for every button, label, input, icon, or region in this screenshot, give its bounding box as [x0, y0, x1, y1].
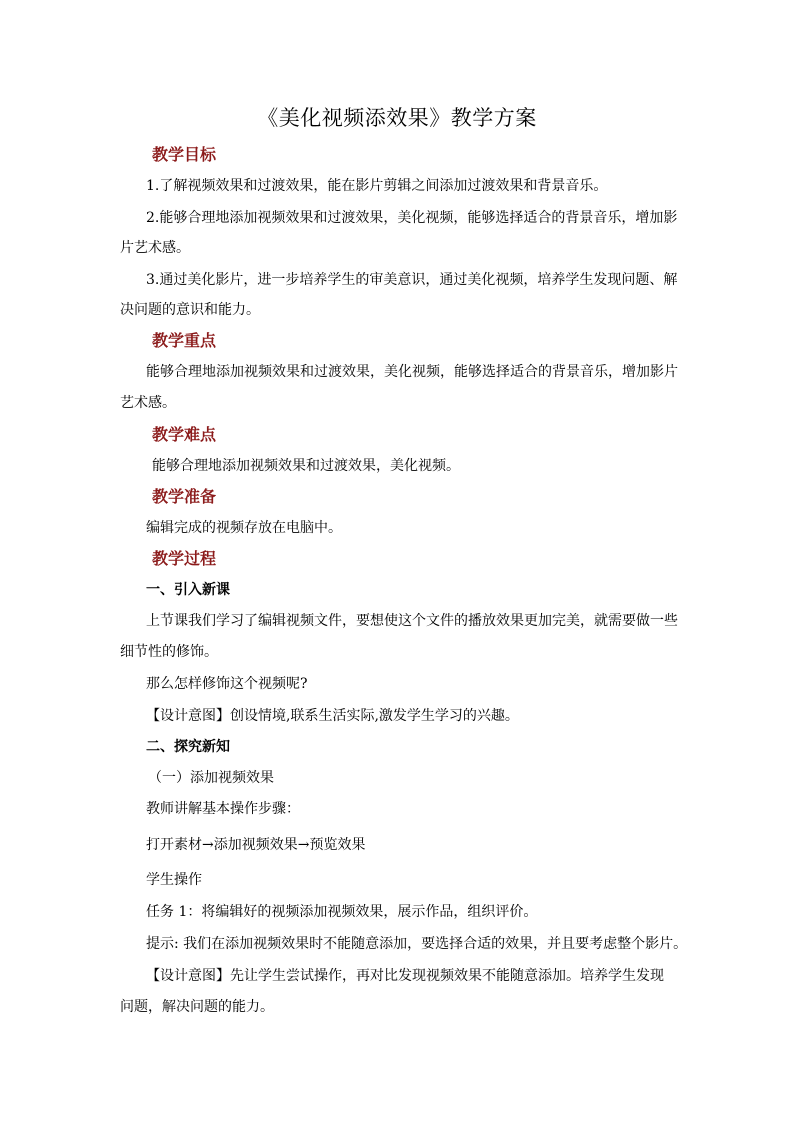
section-2-student: 学生操作: [146, 872, 202, 888]
goal-item-2-line2: 片艺术感。: [120, 240, 190, 256]
preparation-line1: 编辑完成的视频存放在电脑中。: [146, 520, 342, 536]
process-heading: 教学过程: [152, 549, 217, 568]
section-2-task1: 任务 1：将编辑好的视频添加视频效果，展示作品，组织评价。: [146, 904, 538, 920]
key-points-line2: 艺术感。: [120, 395, 176, 411]
key-points-line1: 能够合理地添加视频效果和过渡效果，美化视频，能够选择适合的背景音乐，增加影片: [146, 364, 678, 380]
section-2-design-intent-line1: 【设计意图】先让学生尝试操作，再对比发现视频效果不能随意添加。培养学生发现: [146, 968, 664, 984]
section-2-design-intent-line2: 问题，解决问题的能力。: [120, 999, 274, 1015]
goal-item-2-line1: 2.能够合理地添加视频效果和过渡效果，美化视频，能够选择适合的背景音乐，增加影: [146, 210, 678, 226]
section-2-hint: 提示: 我们在添加视频效果时不能随意添加，要选择合适的效果，并且要考虑整个影片。: [146, 936, 688, 952]
goal-item-3-line2: 决问题的意识和能力。: [120, 302, 260, 318]
section-2-title: 二、探究新知: [146, 739, 230, 755]
difficulties-line1: 能够合理地添加视频效果和过渡效果，美化视频。: [152, 458, 460, 474]
section-1-para2: 那么怎样修饰这个视频呢?: [146, 676, 308, 692]
section-1-para1-line1: 上节课我们学习了编辑视频文件，要想使这个文件的播放效果更加完美，就需要做一些: [146, 613, 678, 629]
goals-heading: 教学目标: [152, 145, 217, 164]
section-2-teacher: 教师讲解基本操作步骤：: [146, 801, 300, 817]
difficulties-heading: 教学难点: [152, 425, 217, 444]
section-2-steps: 打开素材→添加视频效果→预览效果: [146, 837, 366, 853]
section-1-title: 一、引入新课: [146, 582, 230, 598]
goal-item-3-line1: 3.通过美化影片，进一步培养学生的审美意识，通过美化视频，培养学生发现问题、解: [146, 272, 678, 288]
goal-item-1: 1.了解视频效果和过渡效果，能在影片剪辑之间添加过渡效果和背景音乐。: [146, 178, 608, 194]
section-2-sub1: （一）添加视频效果: [148, 770, 274, 786]
section-1-design-intent: 【设计意图】创设情境,联系生活实际,激发学生学习的兴趣。: [146, 708, 519, 724]
key-points-heading: 教学重点: [152, 331, 217, 350]
document-title: 《美化视频添效果》教学方案: [257, 106, 537, 130]
preparation-heading: 教学准备: [152, 487, 217, 506]
section-1-para1-line2: 细节性的修饰。: [120, 644, 218, 660]
